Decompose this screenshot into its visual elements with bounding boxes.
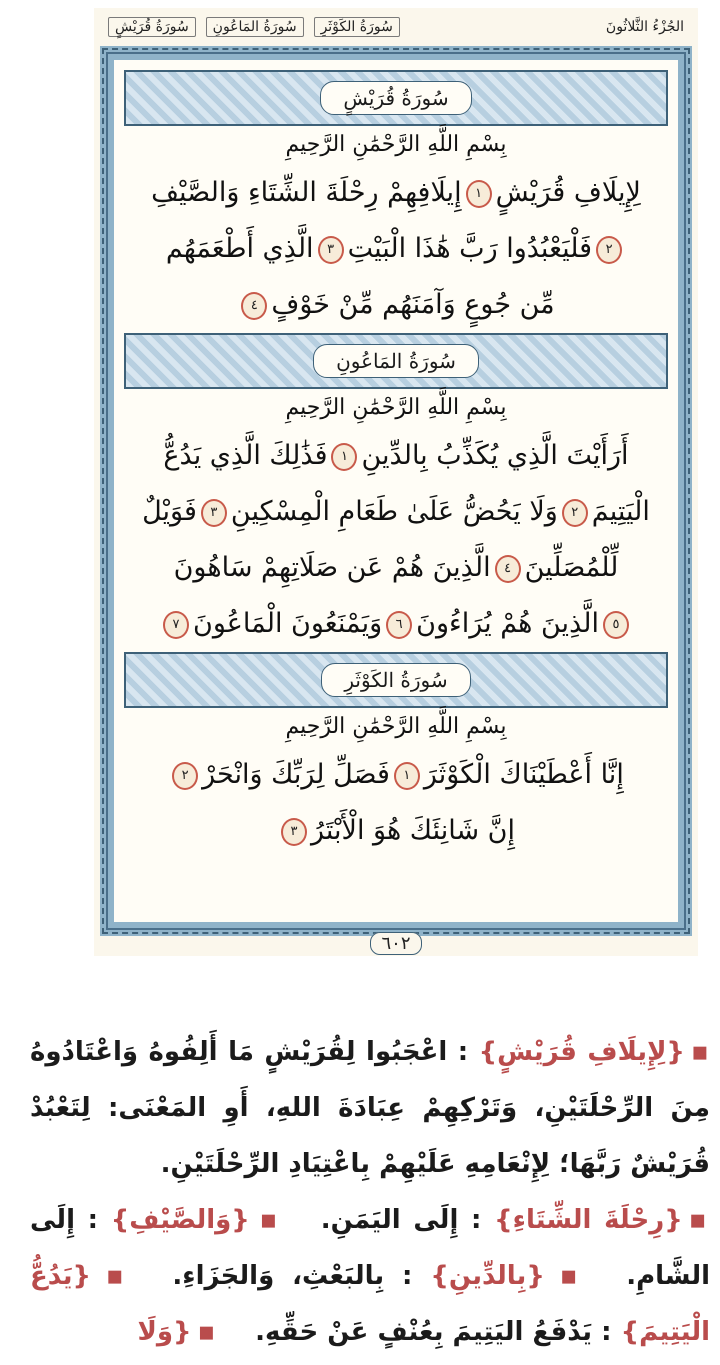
ayah-number: ٤ [495, 555, 521, 583]
verse-line [124, 277, 668, 333]
explanation-text: : بِالبَعْثِ، وَالجَزَاءِ. [172, 1261, 431, 1291]
verse-text: أَرَأَيْتَ الَّذِي يُكَذِّبُ بِالدِّينِ [361, 440, 629, 471]
bullet-marker: ▪ [255, 1205, 281, 1235]
quran-word: {بِالدِّينِ} [430, 1261, 545, 1291]
quran-word: {وَالصَّيْفِ} [110, 1205, 250, 1235]
ornamental-frame [100, 46, 692, 936]
verse-line [124, 747, 668, 803]
juz-label: الجُزْءُ الثَّلاثُونَ [605, 19, 684, 35]
header-surah-list [108, 17, 400, 37]
verse-line [124, 165, 668, 221]
bullet-marker: ▪ [688, 1205, 710, 1235]
ayah-number: ٢ [172, 762, 198, 790]
verse-line [124, 428, 668, 484]
basmala: بِسْمِ اللَّهِ الرَّحْمَٰنِ الرَّحِيمِ [285, 395, 507, 420]
ayah-number: ٣ [201, 499, 227, 527]
mushaf-page [94, 8, 698, 956]
basmala: بِسْمِ اللَّهِ الرَّحْمَٰنِ الرَّحِيمِ [285, 714, 507, 739]
verses-quraysh [124, 165, 668, 333]
verse-text: فَلْيَعْبُدُوا رَبَّ هَٰذَا الْبَيْتِ [347, 233, 593, 264]
tafsir-paragraph [30, 1192, 710, 1360]
quran-text-area [124, 70, 668, 912]
basmala: بِسْمِ اللَّهِ الرَّحْمَٰنِ الرَّحِيمِ [285, 132, 507, 157]
ayah-number: ٢ [562, 499, 588, 527]
ayah-number: ١ [331, 443, 357, 471]
verse-text: الَّذِي أَطْعَمَهُم [165, 233, 314, 264]
bullet-marker: ▪ [97, 1261, 133, 1291]
verse-text: فَوَيْلٌ [142, 496, 197, 527]
page-number-label: ٦٠٢ [370, 932, 421, 955]
ayah-number: ١ [394, 762, 420, 790]
surah-title: سُورَةُ المَاعُونِ [313, 344, 479, 378]
verse-text: إِنَّ شَانِئَكَ هُوَ الْأَبْتَرُ [311, 815, 515, 846]
tafsir-paragraph [30, 1024, 710, 1192]
bullet-marker: ▪ [550, 1261, 587, 1291]
quran-word: {لِإِيلَافِ قُرَيْشٍ} [478, 1037, 685, 1067]
verse-line [124, 484, 668, 540]
explanation-text: : اعْجَبُوا لِقُرَيْشٍ مَا أَلِفُوهُ وَاعْتَادُوهُ مِنَ الرِّحْلَتَيْنِ، وَتَرْكِهِمْ عِبَادَةَ اللهِ، أَوِ المَعْنَى: لِتَعْبُدْ قُرَيْشٌ رَبَّهَا؛ لِإِنْعَامِهِ عَلَيْهِمْ بِاعْتِيَادِ الرِّحْلَتَيْنِ. [30, 1037, 710, 1179]
verse-line [124, 596, 668, 652]
verses-maun [124, 428, 668, 652]
surah-header-kawthar [124, 652, 668, 708]
quran-word: {وَلَا [137, 1317, 192, 1347]
verses-kawthar [124, 747, 668, 859]
verse-text: لِّلْمُصَلِّينَ [524, 552, 619, 583]
ayah-number: ٤ [241, 292, 267, 320]
verse-text: فَذَٰلِكَ الَّذِي يَدُعُّ [163, 440, 328, 471]
bullet-marker: ▪ [690, 1037, 710, 1067]
verse-text: فَصَلِّ لِرَبِّكَ وَانْحَرْ [202, 759, 390, 790]
explanation-text: : إِلَى الشَّامِ. [30, 1205, 711, 1291]
tafsir-panel [30, 1024, 710, 1360]
verse-text: الَّذِينَ هُمْ عَن صَلَاتِهِمْ سَاهُونَ [173, 552, 491, 583]
ayah-number: ٢ [596, 236, 622, 264]
verse-text: مِّن جُوعٍ وَآمَنَهُم مِّنْ خَوْفٍ [271, 289, 555, 320]
explanation-text: : إِلَى اليَمَنِ. [320, 1205, 495, 1235]
page-number [94, 933, 698, 954]
verse-text: إِنَّا أَعْطَيْنَاكَ الْكَوْثَرَ [423, 759, 624, 790]
verse-line [124, 803, 668, 859]
surah-header-quraysh [124, 70, 668, 126]
ayah-number: ١ [466, 180, 492, 208]
verse-text: وَلَا يَحُضُّ عَلَىٰ طَعَامِ الْمِسْكِينِ [230, 496, 558, 527]
ayah-number: ٣ [318, 236, 344, 264]
surah-header-maun [124, 333, 668, 389]
bullet-marker: ▪ [197, 1317, 216, 1347]
ayah-number: ٣ [281, 818, 307, 846]
header-surah-name: سُورَةُ الكَوْثَرِ [314, 17, 400, 37]
quran-word: {رِحْلَةَ الشِّتَاءِ} [494, 1205, 683, 1235]
verse-text: لِإِيلَافِ قُرَيْشٍ [495, 177, 641, 208]
verse-text: إِيلَافِهِمْ رِحْلَةَ الشِّتَاءِ وَالصَّيْفِ [151, 177, 462, 208]
ayah-number: ٦ [386, 611, 412, 639]
verse-text: الْيَتِيمَ [591, 496, 650, 527]
running-head [94, 8, 698, 46]
surah-title: سُورَةُ قُرَيْشٍ [320, 81, 471, 115]
verse-line [124, 540, 668, 596]
quran-word: {يَدُعُّ الْيَتِيمَ} [30, 1261, 710, 1347]
verse-text: الَّذِينَ هُمْ يُرَاءُونَ [416, 608, 599, 639]
ayah-number: ٥ [603, 611, 629, 639]
verse-text: وَيَمْنَعُونَ الْمَاعُونَ [193, 608, 383, 639]
verse-line [124, 221, 668, 277]
explanation-text: : يَدْفَعُ اليَتِيمَ بِعُنْفٍ عَنْ حَقِّهِ. [255, 1317, 621, 1347]
ayah-number: ٧ [163, 611, 189, 639]
header-surah-name: سُورَةُ قُرَيْشٍ [108, 17, 196, 37]
surah-title: سُورَةُ الكَوْثَرِ [321, 663, 470, 697]
header-surah-name: سُورَةُ المَاعُونِ [206, 17, 304, 37]
